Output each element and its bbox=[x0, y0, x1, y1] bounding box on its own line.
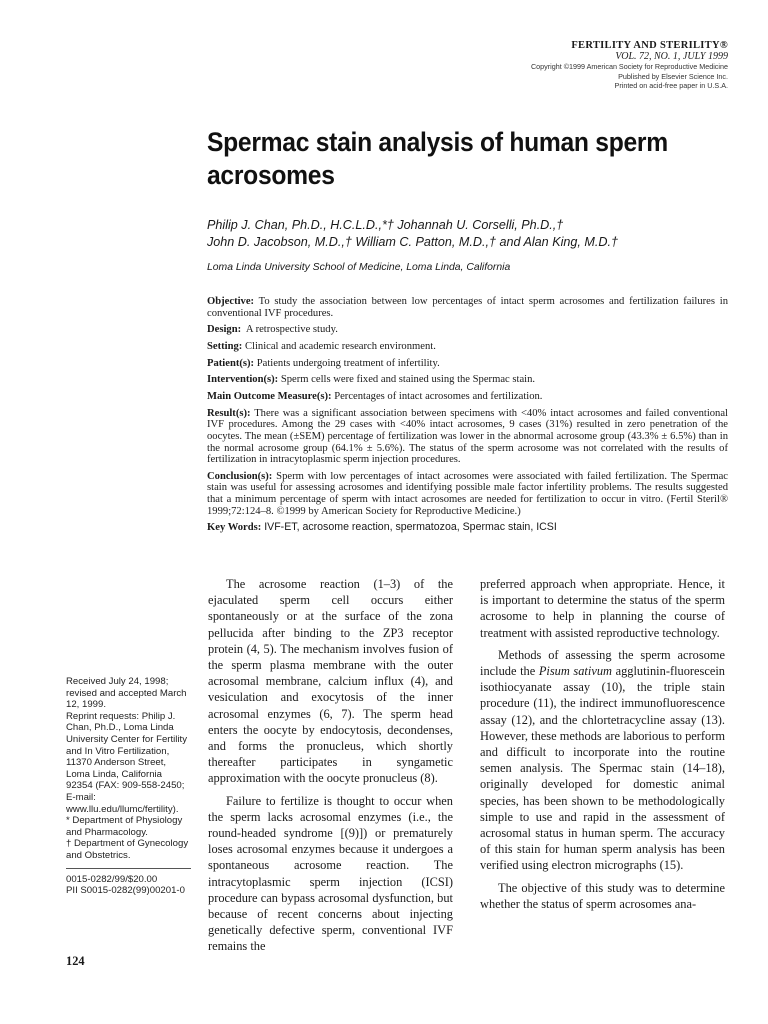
department-2: † Department of Gynecology and Obstetrics. bbox=[66, 838, 189, 861]
abstract-text: A retrospective study. bbox=[241, 324, 338, 336]
abstract-text: Sperm with low percentages of intact acrosomes were associated with failed fertilization. The Spermac stain was useful for assessing acrosomes and identifying possible male factor infertility problems. The results suggested that a minimum percentage of sperm with intact acrosomes are needed for fertilization to occur in vitro. (Fertil Steril® 1999;72:124–8. ©1999 by American Society for Reproductive Medicine.) bbox=[207, 470, 728, 517]
abstract-label: Setting: bbox=[207, 340, 243, 352]
journal-printed: Printed on acid-free paper in U.S.A. bbox=[614, 81, 728, 91]
abstract-text: There was a significant association between specimens with <40% intact acrosomes and failed conventional IVF procedures. Among the 29 cases with <40% intact acrosomes, 9 cases (31%) resulted in zero penetration of the oocytes. The mean (±SEM) percentage of fertilization was lower in the abnormal acrosome group (43.3% ± 6.5%) than in the normal acrosome group (64.1% ± 5.6%). The status of the sperm acrosome was not correlated with the results of fertilization in intracytoplasmic sperm injection procedures. bbox=[207, 407, 728, 466]
body-text: Methods of assessing the sperm acrosome include the bbox=[480, 647, 725, 679]
key-words bbox=[207, 522, 728, 534]
abstract-label: Result(s): bbox=[207, 407, 251, 419]
abstract-outcome bbox=[207, 391, 728, 403]
abstract-label: Main Outcome Measure(s): bbox=[207, 391, 332, 403]
pii-code: PII S0015-0282(99)00201-0 bbox=[66, 885, 185, 897]
body-paragraph bbox=[480, 647, 725, 874]
journal-volume: VOL. 72, NO. 1, JULY 1999 bbox=[615, 51, 728, 62]
sidebar-divider bbox=[66, 868, 191, 869]
abstract-text: Percentages of intact acrosomes and fertilization. bbox=[331, 391, 543, 403]
author-list bbox=[207, 217, 737, 251]
abstract-label: Objective: bbox=[207, 296, 255, 307]
body-paragraph: preferred approach when appropriate. Hence, it is important to determine the status of the sperm acrosome to help in planning the course of treatment with assisted reproductive technology. bbox=[480, 577, 725, 640]
abstract-conclusions bbox=[207, 471, 728, 517]
body-text: agglutinin-fluorescein isothiocyanate assay (10), the triple stain procedure (11), the indirect immunofluorescence assay (12), and the chlortetracycline assay (13). However, these methods are laborious to perform and difficult to incorporate into the routine semen analysis. The Spermac stain (14–18), originally developed for domestic animal species, has been shown to be methodologically simple to use and rapid in the assessment of acrosomal status in human sperm. The accuracy of this stain for human sperm analysis has been verified using electron micrographs (15). bbox=[480, 664, 725, 873]
body-paragraph: The acrosome reaction (1–3) of the ejaculated sperm cell occurs either spontaneously or at the surface of the zona pellucida after binding to the ZP3 receptor protein (4, 5). The mechanism involves fusion of the sperm plasma membrane with the outer acrosomal membrane, calcium influx (4), and vesiculation and exocytosis of the inner acrosomal enzymes (6, 7). The sperm head enters the oocyte by endocytosis, decondenses, and forms the pronucleus, which shortly thereafter participates in syngametic approximation with the oocyte pronucleus (8). bbox=[208, 577, 453, 786]
article-sidebar bbox=[66, 676, 191, 897]
abstract-patients bbox=[207, 358, 728, 370]
author-line-1: Philip J. Chan, Ph.D., H.C.L.D.,*† Johannah U. Corselli, Ph.D.,† bbox=[207, 218, 564, 232]
abstract-text: To study the association between low percentages of intact sperm acrosomes and fertilization failures in conventional IVF procedures. bbox=[207, 296, 728, 319]
article-title: Spermac stain analysis of human sperm acrosomes bbox=[207, 127, 668, 190]
journal-name: FERTILITY AND STERILITY® bbox=[571, 40, 728, 51]
affiliation: Loma Linda University School of Medicine, Loma Linda, California bbox=[207, 262, 511, 273]
abstract-text: Sperm cells were fixed and stained using the Spermac stain. bbox=[278, 374, 536, 386]
issn-code: 0015-0282/99/$20.00 bbox=[66, 873, 158, 885]
received-date: Received July 24, 1998; revised and accepted March 12, 1999. bbox=[66, 676, 187, 711]
abstract-label: Intervention(s): bbox=[207, 374, 279, 386]
abstract-label: Conclusion(s): bbox=[207, 470, 273, 482]
species-name: Pisum sativum bbox=[538, 664, 612, 679]
abstract-label: Design: bbox=[207, 324, 242, 336]
journal-header bbox=[531, 40, 728, 91]
page-number: 124 bbox=[66, 954, 85, 968]
abstract-text: Patients undergoing treatment of infertility. bbox=[254, 357, 440, 369]
abstract-objective bbox=[207, 296, 728, 319]
journal-copyright: Copyright ©1999 American Society for Reproductive Medicine bbox=[530, 62, 728, 71]
journal-publisher: Published by Elsevier Science Inc. bbox=[618, 71, 728, 81]
body-paragraph: The objective of this study was to determine whether the status of sperm acrosomes ana- bbox=[480, 880, 725, 911]
body-column-left bbox=[208, 576, 453, 961]
author-line-2: John D. Jacobson, M.D.,† William C. Patton, M.D.,† and Alan King, M.D.† bbox=[207, 235, 618, 249]
abstract-results bbox=[207, 408, 728, 466]
department-1: * Department of Physiology and Pharmacology. bbox=[66, 815, 183, 838]
body-paragraph: Failure to fertilize is thought to occur when the sperm lacks acrosomal enzymes (i.e., the round-headed syndrome [(9)]) or prematurely loses acrosomal enzymes because it undergoes a spontaneous acrosome reaction. The intracytoplasmic sperm injection (ICSI) procedure can bypass acrosomal dysfunction, but because of recent concerns about injecting genetically defective sperm, conventional IVF remains the bbox=[208, 793, 453, 954]
body-column-right bbox=[480, 576, 725, 918]
abstract-design bbox=[207, 324, 728, 336]
key-words-text: IVF-ET, acrosome reaction, spermatozoa, Spermac stain, ICSI bbox=[261, 521, 557, 534]
key-words-label: Key Words: bbox=[207, 522, 262, 534]
abstract-intervention bbox=[207, 374, 728, 386]
abstract bbox=[207, 296, 728, 539]
reprint-requests: Reprint requests: Philip J. Chan, Ph.D., Loma Linda University Center for Fertility and In Vitro Fertilization, 11370 Anderson Street, Loma Linda, California 92354 (FAX: 909-558-2450; E-mail: www.llu.edu/llumc/fertility). bbox=[66, 710, 188, 815]
abstract-setting bbox=[207, 341, 728, 353]
abstract-text: Clinical and academic research environment. bbox=[242, 340, 436, 352]
abstract-label: Patient(s): bbox=[207, 357, 255, 369]
